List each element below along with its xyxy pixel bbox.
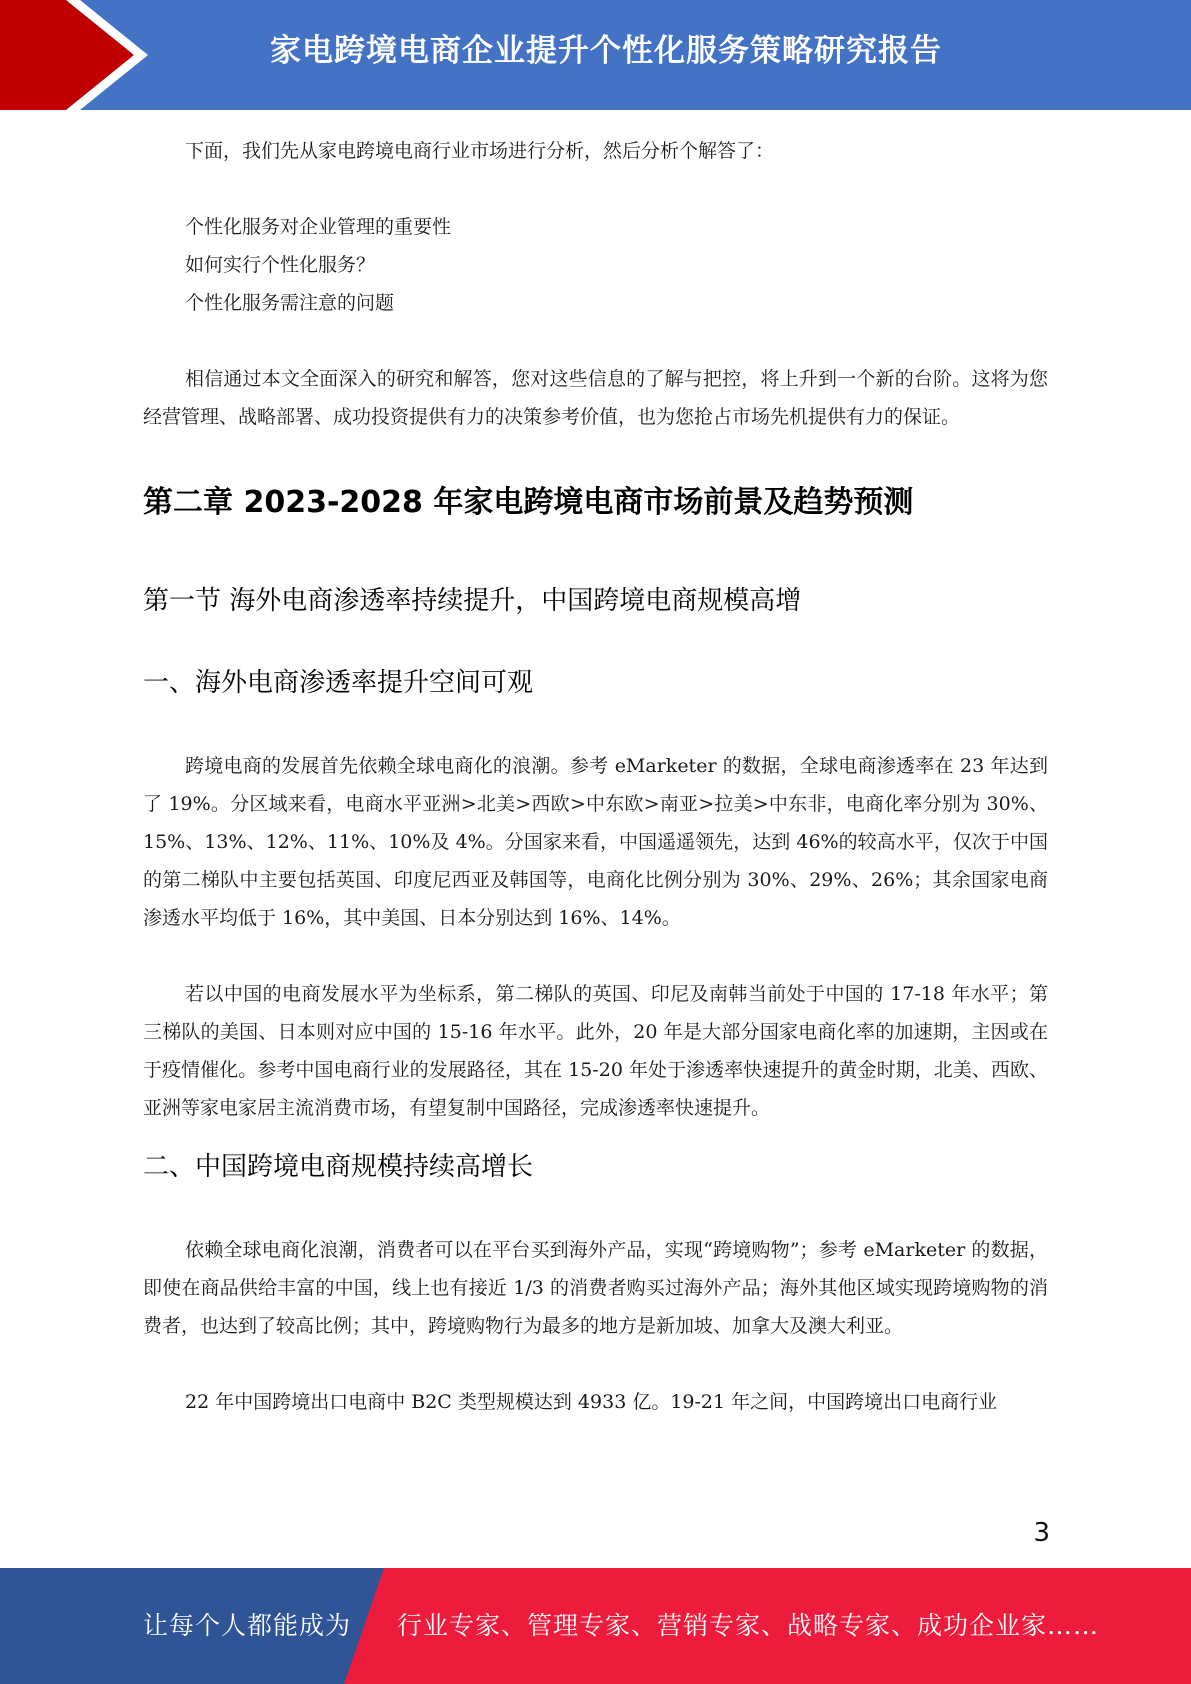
section-heading: 第一节 海外电商渗透率持续提升，中国跨境电商规模高增 bbox=[143, 586, 802, 616]
page-number: 3 bbox=[1033, 1518, 1050, 1548]
paragraph: 若以中国的电商发展水平为坐标系，第二梯队的英国、印尼及南韩当前处于中国的 17-18 年水平；第三梯队的美国、日本则对应中国的 15-16 年水平。此外，20 年是大部分国家电商化率的加速期，主因或在于疫情催化。参考中国电商行业的发展路径，其在 15-20 年处于渗透率快速提升的黄金时期，北美、西欧、亚洲等家电家居主流消费市场，有望复制中国路径，完成渗透率快速提升。 bbox=[143, 983, 1048, 1119]
footer-slogan-right: 行业专家、管理专家、营销专家、战略专家、成功企业家…… bbox=[397, 1611, 1100, 1640]
paragraph: 依赖全球电商化浪潮，消费者可以在平台买到海外产品，实现“跨境购物”；参考 eMarketer 的数据，即使在商品供给丰富的中国，线上也有接近 1/3 的消费者购买过海外产品；海外其他区域实现跨境购物的消费者，也达到了较高比例；其中，跨境购物行为最多的地方是新加坡、加拿大及澳大利亚。 bbox=[143, 1239, 1048, 1337]
list-item: 如何实行个性化服务？ bbox=[185, 254, 376, 276]
subsection-heading-2: 二、中国跨境电商规模持续高增长 bbox=[143, 1152, 534, 1182]
question-list bbox=[143, 208, 1048, 322]
document-body bbox=[143, 132, 1048, 1421]
paragraph: 22 年中国跨境出口电商中 B2C 类型规模达到 4933 亿。19-21 年之间，中国跨境出口电商行业 bbox=[185, 1391, 998, 1413]
chapter-heading: 第二章 2023-2028 年家电跨境电商市场前景及趋势预测 bbox=[143, 485, 914, 520]
intro-paragraph: 下面，我们先从家电跨境电商行业市场进行分析，然后分析个解答了： bbox=[185, 140, 775, 162]
page-footer bbox=[0, 1568, 1191, 1684]
conclusion-paragraph: 相信通过本文全面深入的研究和解答，您对这些信息的了解与把控，将上升到一个新的台阶。这将为您经营管理、战略部署、成功投资提供有力的决策参考价值，也为您抢占市场先机提供有力的保证。 bbox=[143, 368, 1048, 428]
header-arrow-decoration bbox=[0, 0, 160, 110]
page-header bbox=[0, 0, 1191, 110]
subsection-heading-1: 一、海外电商渗透率提升空间可观 bbox=[143, 668, 534, 698]
list-item: 个性化服务需注意的问题 bbox=[185, 292, 395, 314]
report-title: 家电跨境电商企业提升个性化服务策略研究报告 bbox=[270, 33, 942, 69]
footer-slogan-left: 让每个人都能成为 bbox=[143, 1611, 352, 1640]
list-item: 个性化服务对企业管理的重要性 bbox=[185, 216, 452, 238]
paragraph: 跨境电商的发展首先依赖全球电商化的浪潮。参考 eMarketer 的数据，全球电商渗透率在 23 年达到了 19%。分区域来看，电商水平亚洲>北美>西欧>中东欧>南亚>拉美>中东非，电商化率分别为 30%、15%、13%、12%、11%、10%及 4%。分国家来看，中国遥遥领先，达到 46%的较高水平，仅次于中国的第二梯队中主要包括英国、印度尼西亚及韩国等，电商化比例分别为 30%、29%、26%；其余国家电商渗透水平均低于 16%，其中美国、日本分别达到 16%、14%。 bbox=[143, 755, 1048, 929]
